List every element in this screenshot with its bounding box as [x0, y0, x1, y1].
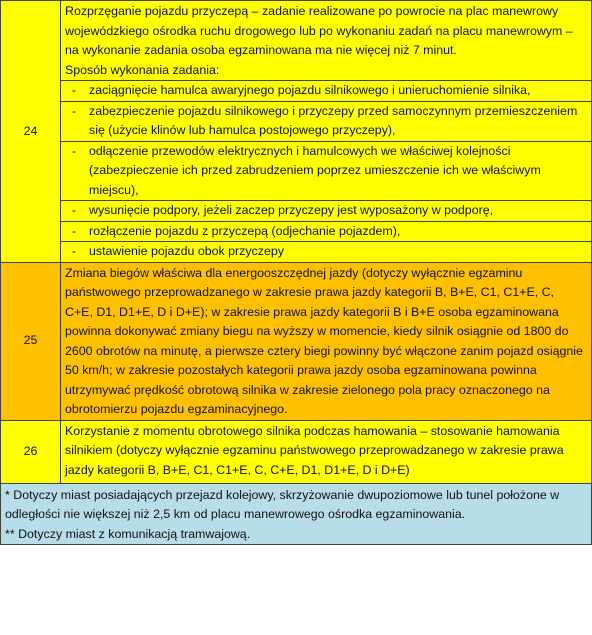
row-content-25	[61, 262, 592, 420]
row-26-text: Korzystanie z momentu obrotowego silnika podczas hamowania – stosowanie hamowania silnikiem (dotyczy wyłącznie egzaminu państwowego przeprowadzanego w zakresie prawa jazdy kategorii B, B+E, C1, C1+E, C, C+E, D1, D1+E, D i D+E)	[65, 423, 564, 477]
list-dash: -	[61, 201, 87, 222]
table-row-24	[1, 1, 592, 263]
list-item	[61, 242, 591, 262]
list-item	[61, 101, 591, 141]
footnotes-cell	[1, 483, 592, 545]
list-item	[61, 221, 591, 242]
list-item-text: rozłączenie pojazdu z przyczepą (odjechanie pojazdem),	[87, 221, 591, 242]
list-item-text: wysunięcie podpory, jeżeli zaczep przyczepy jest wyposażony w podporę,	[87, 201, 591, 222]
list-item	[61, 141, 591, 201]
row-24-steps-list	[61, 80, 591, 262]
list-dash: -	[61, 221, 87, 242]
list-dash: -	[61, 141, 87, 201]
table-row-25	[1, 262, 592, 420]
table-row-26	[1, 420, 592, 483]
row-25-text: Zmiana biegów właściwa dla energooszczędnej jazdy (dotyczy wyłącznie egzaminu państwowego przeprowadzanego w zakresie prawa jazdy kategorii B, B+E, C1, C1+E, C, C+E, D1, D1+E, D i D+E); w zakresie prawa jazdy kategorii B i B+E osoba egzaminowana powinna dokonywać zmiany biegu na wyższy w momencie, kiedy silnik osiągnie od 1800 do 2600 obrotów na minutę, a pierwsze cztery biegi powinny być włączone zanim pojazd osiągnie 50 km/h; w zakresie pozostałych kategorii prawa jazdy osoba egzaminowana powinna utrzymywać prędkość obrotową silnika w zakresie zielonego pola pracy oznaczonego na obrotomierzu pojazdu egzaminacyjnego.	[65, 265, 583, 416]
list-item	[61, 81, 591, 102]
row-24-method-label: Sposób wykonania zadania:	[65, 62, 220, 77]
list-dash: -	[61, 101, 87, 141]
row-24-intro: Rozprzęganie pojazdu przyczepą – zadanie realizowane po powrocie na plac manewrowy wojewódzkiego ośrodka ruchu drogowego lub po wykonaniu zadań na placu manewrowym – na wykonanie zadania osoba egzaminowana ma nie więcej niż 7 minut.	[65, 4, 573, 57]
list-item-text: ustawienie pojazdu obok przyczepy	[87, 242, 591, 262]
list-item-text: zaciągnięcie hamulca awaryjnego pojazdu silnikowego i unieruchomienie silnika,	[87, 81, 591, 102]
row-number-25: 25	[1, 262, 61, 420]
list-dash: -	[61, 242, 87, 262]
list-item-text: odłączenie przewodów elektrycznych i hamulcowych we właściwej kolejności (zabezpieczenie ich przed zabrudzeniem poprzez umieszczenie ich we właściwym miejscu),	[87, 141, 591, 201]
row-number-24: 24	[1, 1, 61, 263]
list-item	[61, 201, 591, 222]
row-content-24	[61, 1, 592, 263]
list-dash: -	[61, 81, 87, 102]
footnote-1: * Dotyczy miast posiadających przejazd kolejowy, skrzyżowanie dwupoziomowe lub tunel położone w odległości nie większej niż 2,5 km od placu manewrowego ośrodka egzaminowania.	[5, 487, 560, 521]
row-content-26	[61, 420, 592, 483]
footnote-2: ** Dotyczy miast z komunikacją tramwajową.	[5, 526, 251, 541]
row-number-26: 26	[1, 420, 61, 483]
footnotes-row	[1, 483, 592, 545]
list-item-text: zabezpieczenie pojazdu silnikowego i przyczepy przed samoczynnym przemieszczeniem się (użycie klinów lub hamulca postojowego przyczepy),	[87, 101, 591, 141]
